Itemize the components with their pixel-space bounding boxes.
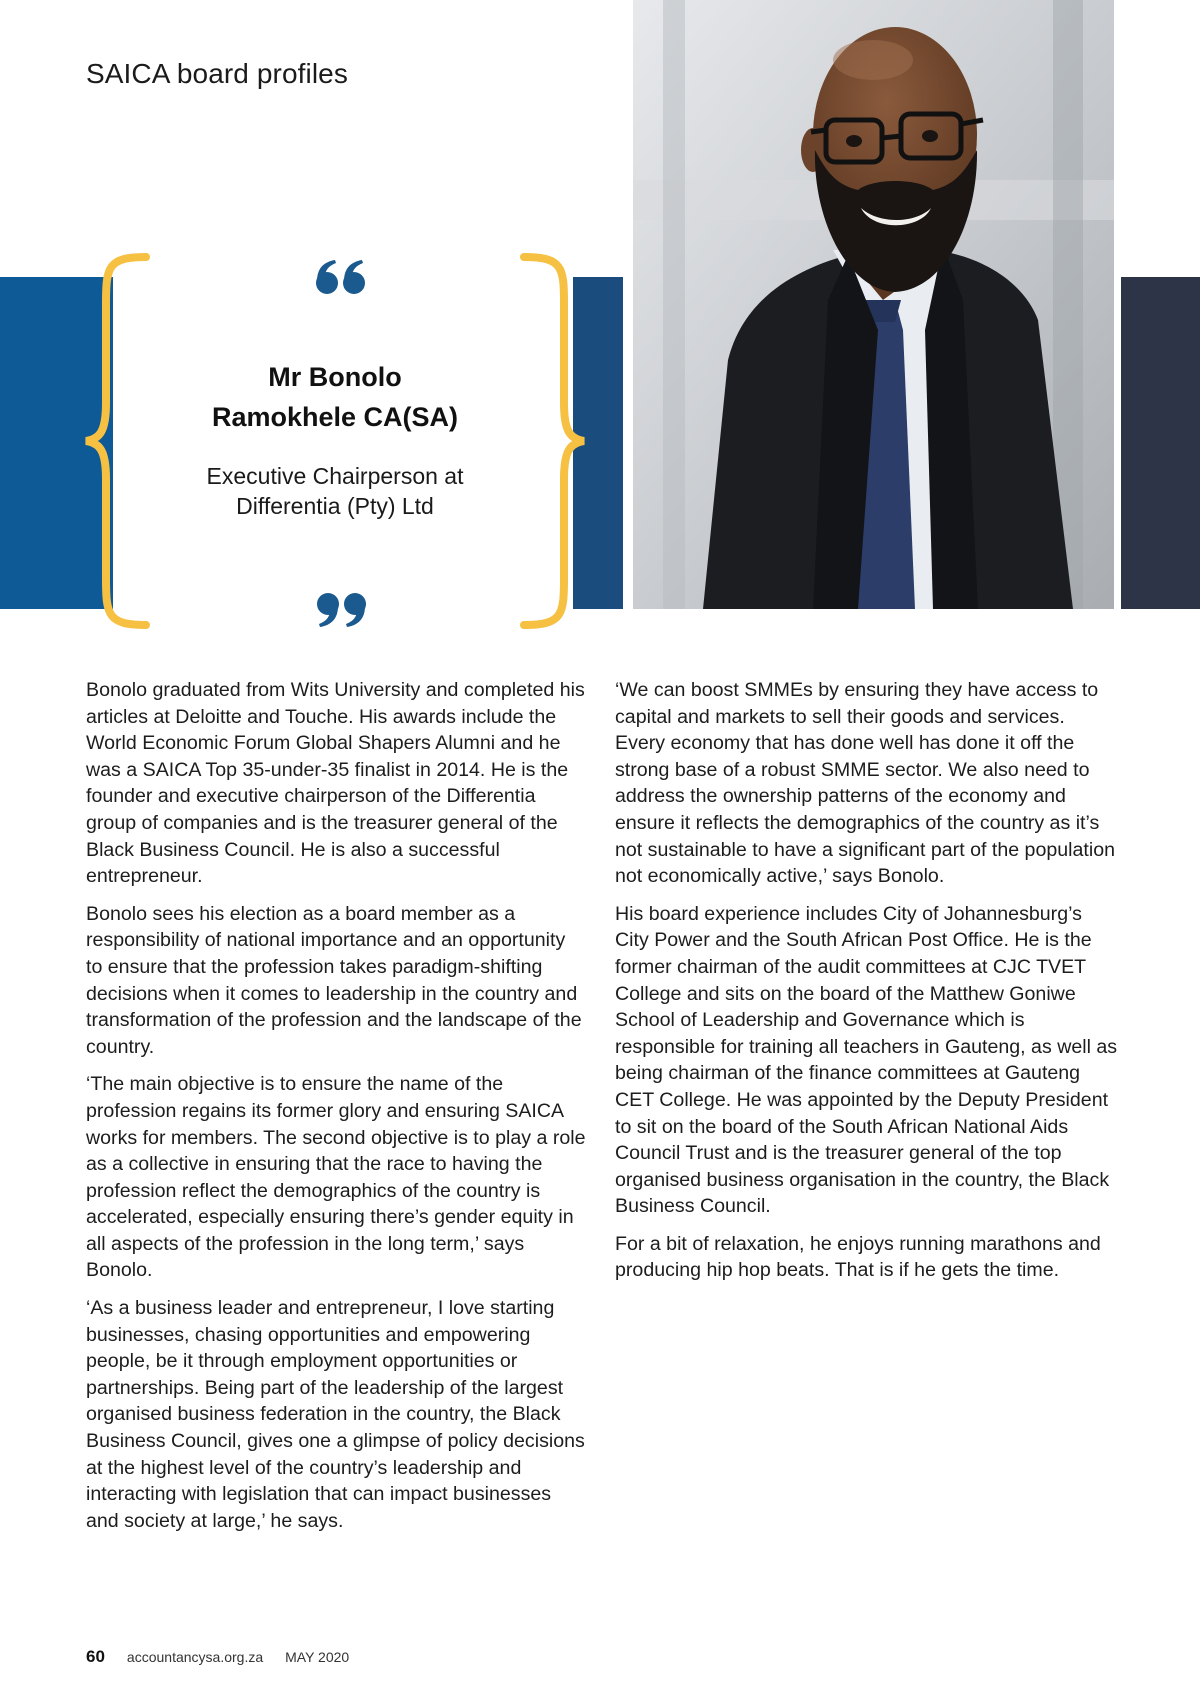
footer-site-link[interactable]: accountancysa.org.za bbox=[126, 1649, 264, 1665]
profile-name-line2: Ramokhele CA(SA) bbox=[211, 402, 459, 432]
body-paragraph: For a bit of relaxation, he enjoys running marathons and producing hip hop beats. That is if he gets the time. bbox=[615, 1232, 1101, 1282]
decorative-band-right bbox=[1121, 277, 1200, 609]
body-paragraph: ‘As a business leader and entrepreneur, I love starting businesses, chasing opportunities and empowering people, be it through employment opportunities or partnerships. Being part of the leadership of the largest organised business federation in the country, the Black Business Council, gives one a glimpse of policy decisions at the highest level of the country’s leadership and interacting with legislation that can impact businesses and society at large,’ he says. bbox=[86, 1297, 585, 1532]
right-brace-icon bbox=[518, 253, 588, 629]
footer-issue: MAY 2020 bbox=[285, 1649, 350, 1665]
body-paragraph: Bonolo graduated from Wits University and completed his articles at Deloitte and Touche. His awards include the World Economic Forum Global Shapers Alumni and he was a SAICA Top 35-under-35 finalist in 2014. He is the founder and executive chairperson of the Differentia group of companies and is the treasurer general of the Black Business Council. He is also a successful entrepreneur. bbox=[86, 679, 585, 888]
profile-role-line1: Executive Chairperson at bbox=[206, 463, 464, 489]
page-footer bbox=[86, 1647, 349, 1667]
body-paragraph: Bonolo sees his election as a board member as a responsibility of national importance and an opportunity to ensure that the profession takes paradigm-shifting decisions when it comes to leadership in the country and transformation of the profession and the landscape of the country. bbox=[86, 902, 582, 1058]
profile-name-line1: Mr Bonolo bbox=[268, 362, 402, 392]
body-paragraph: His board experience includes City of Johannesburg’s City Power and the South African Post Office. He is the former chairman of the audit committees at CJC TVET College and sits on the board of the Matthew Goniwe School of Leadership and Governance which is responsible for training all teachers in Gauteng, as well as being chairman of the finance committees at Gauteng CET College. He was appointed by the Deputy President to sit on the board of the South African National Aids Council Trust and is the treasurer general of the top organised business organisation in the country, the Black Business Council. bbox=[615, 902, 1118, 1218]
body-paragraph: ‘The main objective is to ensure the name of the profession regains its former glory and ensuring SAICA works for members. The second objective is to play a role as a collective in ensuring that the race to having the profession reflect the demographics of the country is accelerated, especially ensuring there’s gender equity in all aspects of the profession in the long term,’ says Bonolo. bbox=[86, 1073, 586, 1282]
open-quote-icon bbox=[315, 259, 367, 295]
left-brace-icon bbox=[82, 253, 152, 629]
profile-role-line2: Differentia (Pty) Ltd bbox=[236, 493, 434, 519]
section-title: SAICA board profiles bbox=[86, 58, 348, 89]
body-paragraph: ‘We can boost SMMEs by ensuring they have access to capital and markets to sell their goods and services. Every economy that has done well has done it off the strong base of a robust SMME sector. We also need to address the ownership patterns of the economy and ensure it reflects the demographics of the country as it’s not sustainable to have a significant part of the population not economically active,’ says Bonolo. bbox=[615, 679, 1115, 888]
close-quote-icon bbox=[315, 592, 367, 628]
page-number: 60 bbox=[86, 1647, 105, 1666]
portrait-photo bbox=[633, 0, 1114, 609]
body-column-right bbox=[615, 677, 1120, 1295]
profile-name bbox=[160, 357, 510, 437]
body-column-left bbox=[86, 677, 586, 1545]
profile-role bbox=[160, 461, 510, 521]
